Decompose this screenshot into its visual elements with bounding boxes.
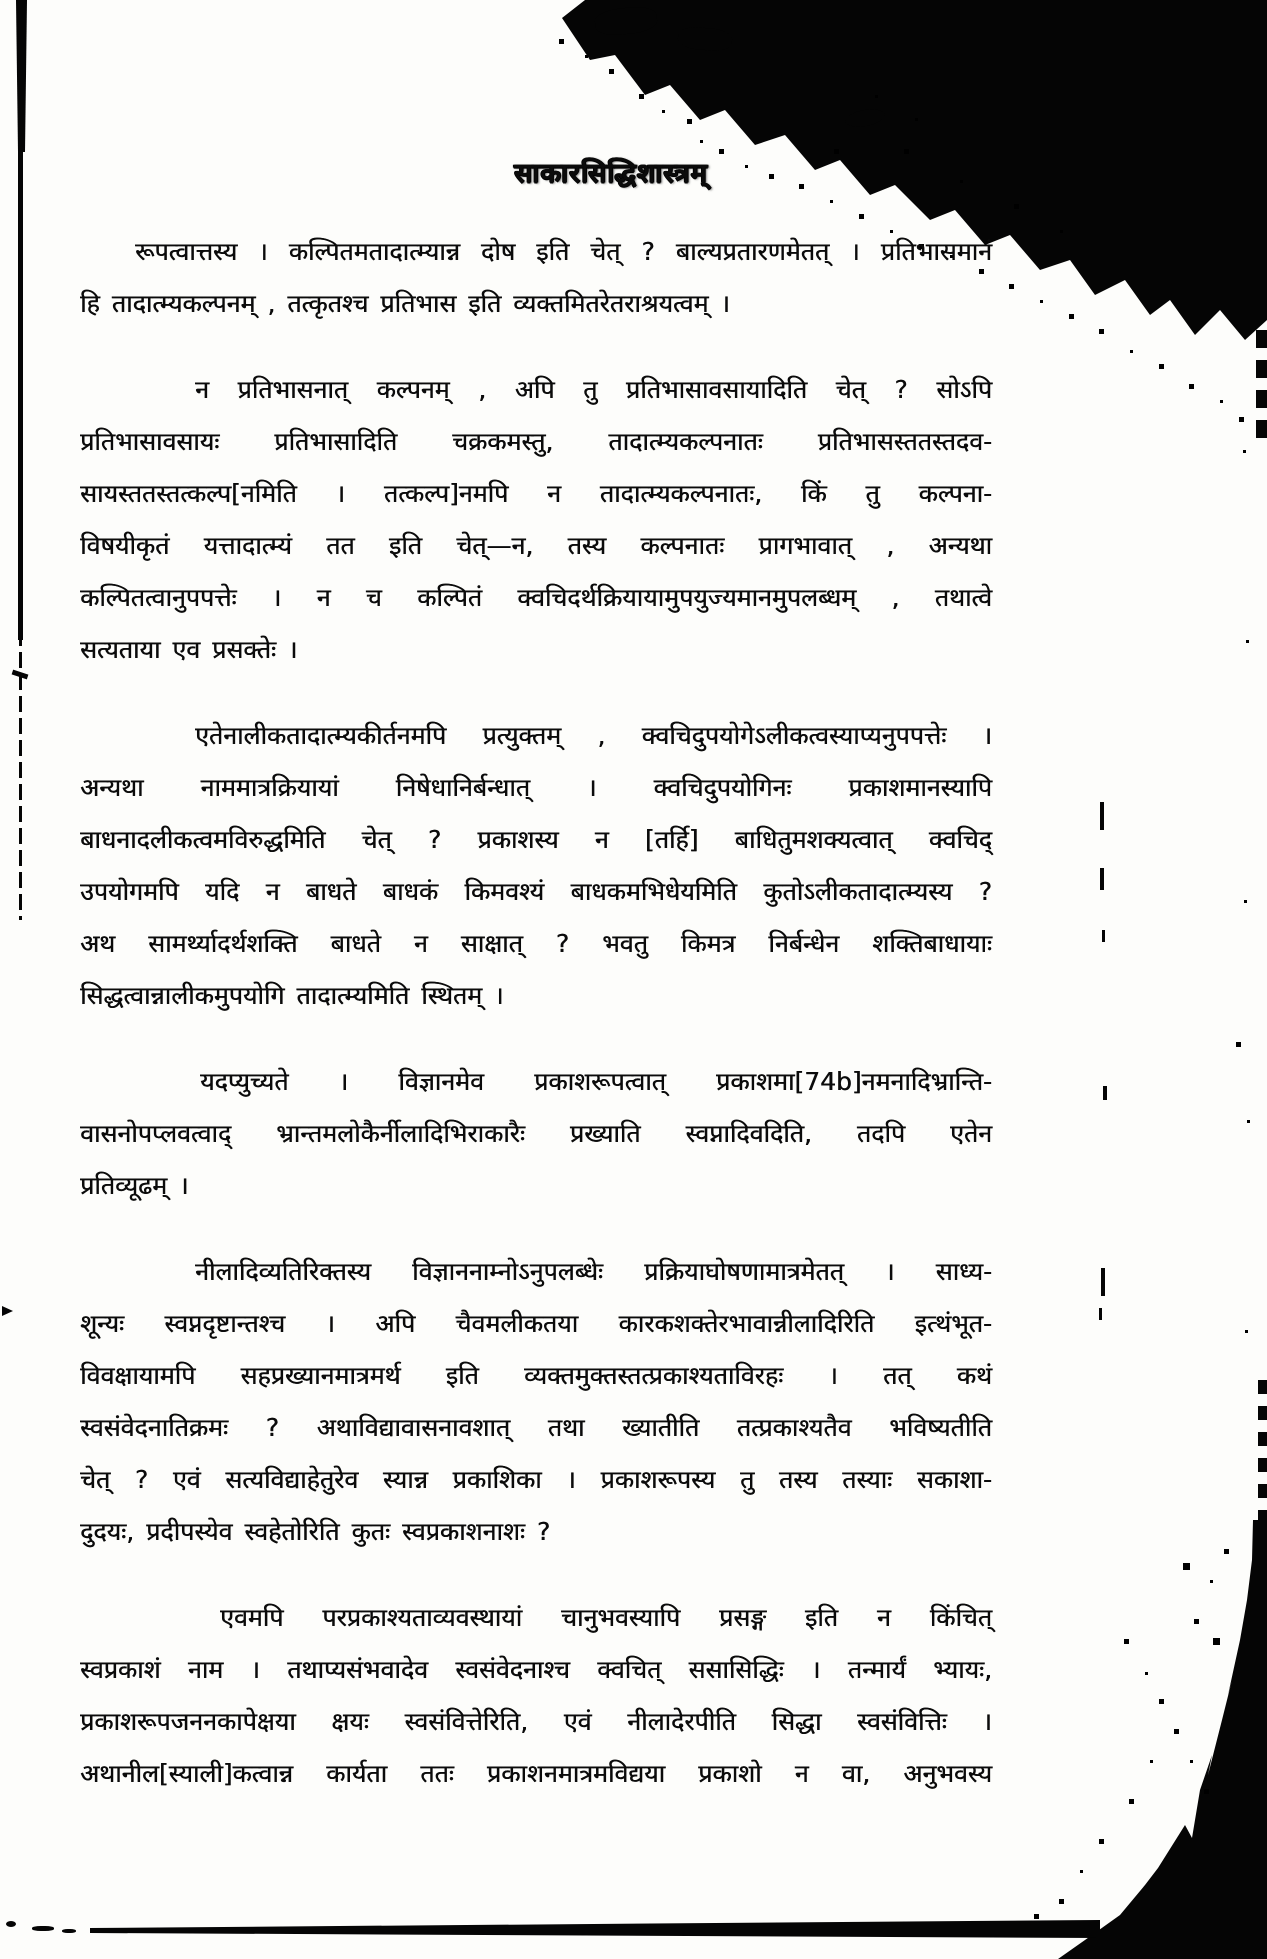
- word: भ्रान्तमलोकैर्नीलादिभिराकारैः: [276, 1119, 525, 1148]
- word: प्रागभावात्: [758, 531, 852, 560]
- word: प्रत्युक्तम्: [482, 721, 562, 750]
- word: सामर्थ्यादर्थशक्ति: [148, 929, 298, 958]
- word: कार्यता: [326, 1759, 388, 1788]
- word: ।: [566, 1465, 576, 1494]
- word: सत्यताया: [80, 635, 161, 664]
- word: बाधनादलीकत्वमविरुद्धमिति: [80, 825, 326, 854]
- word: तादात्म्यकल्पनम्: [111, 289, 256, 318]
- word: सिद्धा: [771, 1707, 822, 1736]
- text-line: [80, 1055, 992, 1107]
- word: क्वचिदर्थक्रियायामुपयुज्यमानमुपलब्धम्: [517, 583, 857, 612]
- scan-mark: [1100, 868, 1104, 890]
- text-line: [80, 813, 992, 865]
- word: प्रतिभास: [380, 289, 457, 318]
- word: ।: [587, 773, 597, 802]
- word: क्वचित्: [597, 1655, 662, 1684]
- word: तादात्म्यकल्पनातः: [608, 427, 763, 456]
- word: हि: [80, 289, 100, 318]
- word: बाधितुमशक्यत्वात्: [734, 825, 893, 854]
- word: ।: [885, 1257, 895, 1286]
- word: ।: [271, 583, 282, 612]
- word: ।: [335, 479, 346, 508]
- word: वा,: [841, 1759, 871, 1788]
- word: दुदयः,: [80, 1517, 135, 1546]
- word: शून्यः: [80, 1309, 124, 1338]
- word: प्रकाशस्य: [477, 825, 559, 854]
- word: किमवश्यं: [464, 877, 545, 906]
- text-line: [80, 1349, 992, 1401]
- word: प्रतिभासनात्: [237, 375, 348, 404]
- word: विवक्षायामपि: [80, 1361, 196, 1390]
- word: अथानील[स्याली]कत्वान्न: [80, 1759, 293, 1788]
- word: अपि: [514, 375, 555, 404]
- word: तत्: [883, 1361, 912, 1390]
- text-line: [80, 1453, 992, 1505]
- word: प्रकाशरूपस्य: [600, 1465, 716, 1494]
- word: कल्पना-: [918, 479, 992, 508]
- word: ।: [179, 1171, 189, 1200]
- word: इति: [445, 1361, 479, 1390]
- word: ,: [597, 720, 606, 750]
- word: तु: [583, 375, 598, 404]
- word: एतेन: [950, 1119, 992, 1148]
- word: ?: [555, 928, 570, 958]
- word: ?: [536, 1516, 551, 1546]
- word: प्रख्याति: [569, 1119, 641, 1148]
- word: प्रसङ्ग: [719, 1603, 766, 1632]
- word: न: [413, 929, 428, 958]
- word: न: [794, 1759, 809, 1788]
- word: तत्कल्प]नमपि: [383, 479, 509, 508]
- word: अन्यथा: [928, 531, 992, 560]
- word: तादात्म्यकल्पनातः,: [599, 479, 763, 508]
- word: क्वचिदुपयोगिनः: [653, 773, 792, 802]
- word: प्रकाशिका: [452, 1465, 542, 1494]
- scan-mark: [1101, 1268, 1105, 1296]
- word: प्रदीपस्येव: [146, 1517, 233, 1546]
- margin-arrow-mark: [2, 1306, 13, 1316]
- word: बाधते: [330, 929, 381, 958]
- word: शक्तिबाधायाः: [872, 929, 992, 958]
- text-line: [80, 1505, 992, 1557]
- word: स्वसंवित्तेरिति,: [404, 1707, 529, 1736]
- word: कुतोऽलीकतादात्म्यस्य: [763, 877, 953, 906]
- scan-mark: [1103, 1086, 1107, 1100]
- scan-bar-bottom: [90, 1920, 1100, 1938]
- word: ?: [134, 1464, 149, 1494]
- word: प्रतिभासावसायः: [80, 427, 220, 456]
- word: चेत्: [361, 825, 392, 854]
- word: स्वहेतोरिति: [244, 1517, 340, 1546]
- word: एवं: [172, 1465, 201, 1494]
- paragraph: [80, 363, 992, 675]
- word: ?: [427, 824, 442, 854]
- paragraph: [80, 1055, 992, 1211]
- word: प्रकाशो: [698, 1759, 762, 1788]
- scan-edge-line-left: [18, 140, 23, 640]
- word: निर्बन्धेन: [768, 929, 840, 958]
- word: ।: [250, 1655, 260, 1684]
- word: तन्मार्यं: [847, 1655, 906, 1684]
- word: ?: [641, 236, 655, 266]
- paragraph: [80, 709, 992, 1021]
- word: ?: [265, 1412, 279, 1442]
- word: ततः: [420, 1759, 454, 1788]
- word: ।: [982, 1707, 992, 1736]
- word: वासनोपप्लवत्वाद्: [80, 1119, 232, 1148]
- word: बाल्यप्रतारणमेतत्: [675, 237, 830, 266]
- word: सत्यविद्याहेतुरेव: [225, 1465, 359, 1494]
- word: प्रकाशनमात्रमविद्यया: [486, 1759, 665, 1788]
- word: इति: [536, 237, 570, 266]
- word: बाधकं: [382, 877, 439, 906]
- word: कल्पनातः: [640, 531, 725, 560]
- scan-edge-right: [1256, 330, 1267, 440]
- word: तु: [865, 479, 880, 508]
- text-line: [80, 571, 992, 623]
- word: तथा: [547, 1413, 585, 1442]
- word: यत्तादात्म्यं: [203, 531, 292, 560]
- word: ।: [810, 1655, 821, 1684]
- word: अथाविद्यावासनावशात्: [316, 1413, 511, 1442]
- word: च: [365, 583, 382, 612]
- page-body: [80, 225, 992, 1799]
- word: चेत्: [590, 237, 621, 266]
- word: साक्षात्: [460, 929, 523, 958]
- text-line: [80, 225, 992, 277]
- word: ।: [720, 289, 730, 318]
- text-line: [80, 277, 992, 329]
- word: व्यक्तमितरेतराश्रयत्वम्: [513, 289, 709, 318]
- word: ,: [891, 582, 900, 612]
- word: साध्य-: [935, 1257, 992, 1286]
- word: न: [316, 583, 331, 612]
- word: एव: [172, 635, 201, 664]
- word: ।: [325, 1309, 335, 1338]
- text-line: [80, 1747, 992, 1799]
- word: कथं: [956, 1361, 992, 1390]
- word: न: [195, 375, 209, 404]
- word: स्वसंवेदनातिक्रमः: [80, 1413, 228, 1442]
- scan-edge-line-left: [16, 0, 27, 152]
- text-line: [80, 519, 992, 571]
- text-line: [80, 1159, 992, 1211]
- word: प्रकाशमा[74b]नमनादिभ्रान्ति-: [716, 1067, 992, 1096]
- word: स्वप्नदृष्टान्तश्च: [164, 1309, 285, 1338]
- word: परप्रकाश्यताव्यवस्थायां: [322, 1603, 523, 1632]
- word: बाधते: [305, 877, 357, 906]
- word: प्रकाशरूपत्वात्: [534, 1067, 666, 1096]
- word: क्षयः: [331, 1707, 369, 1736]
- text-line: [80, 363, 992, 415]
- word: किमत्र: [680, 929, 736, 958]
- word: स्वप्रकाशनाशः: [401, 1517, 525, 1546]
- word: इति: [468, 289, 502, 318]
- word: चैवमलीकतया: [455, 1309, 579, 1338]
- word: प्रतिभासावसायादिति: [625, 375, 808, 404]
- word: क्वचिद्: [928, 825, 992, 854]
- word: ।: [982, 721, 992, 750]
- text-line: [80, 1591, 992, 1643]
- scan-mark: [1099, 1308, 1102, 1320]
- word: अथ: [80, 929, 116, 958]
- word: सकाशा-: [916, 1465, 992, 1494]
- word: कारकशक्तेरभावान्नीलादिरिति: [618, 1309, 875, 1338]
- word: नीलादिव्यतिरिक्तस्य: [195, 1257, 371, 1286]
- word: नाम: [187, 1655, 224, 1684]
- text-line: [80, 623, 992, 675]
- word: तस्य: [778, 1465, 818, 1494]
- word: यदप्युच्यते: [200, 1067, 289, 1096]
- word: तस्य: [567, 531, 607, 560]
- word: ख्यातीति: [622, 1413, 700, 1442]
- word: ।: [287, 635, 298, 664]
- text-line: [80, 761, 992, 813]
- paragraph: [80, 225, 992, 329]
- text-line: [80, 1245, 992, 1297]
- word: एतेनालीकतादात्म्यकीर्तनमपि: [195, 721, 447, 750]
- text-line: [80, 1695, 992, 1747]
- word: व्यक्तमुक्तस्तत्प्रकाश्यताविरहः: [523, 1361, 784, 1390]
- word: विज्ञानमेव: [398, 1067, 484, 1096]
- word: क्वचिदुपयोगेऽलीकत्वस्याप्यनुपपत्तेः: [641, 721, 947, 750]
- word: भवतु: [602, 929, 648, 958]
- word: प्रकाशरूपजननकापेक्षया: [80, 1707, 296, 1736]
- word: न: [594, 825, 609, 854]
- ink-speckles: [0, 0, 3, 3]
- word: प्रतिभासमानं: [880, 237, 992, 266]
- word: स्यान्न: [382, 1465, 428, 1494]
- text-line: [80, 1401, 992, 1453]
- word: एवमपि: [220, 1603, 284, 1632]
- word: कल्पितमतादात्म्यान्न: [288, 237, 460, 266]
- page-title: साकारसिद्धिशास्त्रम्: [514, 158, 708, 189]
- word: अन्यथा: [80, 773, 144, 802]
- word: प्रकाशमानस्यापि: [848, 773, 992, 802]
- word: एवं: [563, 1707, 592, 1736]
- text-line: [80, 709, 992, 761]
- word: प्रसक्तेः: [212, 635, 276, 664]
- word: इति: [388, 531, 422, 560]
- text-line: [80, 865, 992, 917]
- word: प्रतिभासस्ततस्तदव-: [817, 427, 992, 456]
- word: नीलादेरपीति: [627, 1707, 736, 1736]
- text-column: [80, 148, 992, 1799]
- word: विज्ञाननाम्नोऽनुपलब्धेः: [412, 1257, 603, 1286]
- text-line: [80, 1107, 992, 1159]
- word: ,: [478, 374, 487, 404]
- word: चक्रकमस्तु,: [452, 427, 554, 456]
- word: किं: [800, 479, 827, 508]
- word: चानुभवस्यापि: [561, 1603, 681, 1632]
- word: ।: [258, 237, 268, 266]
- word: [तर्हि]: [644, 825, 699, 854]
- word: विषयीकृतं: [80, 531, 170, 560]
- word: चेत्: [835, 375, 866, 404]
- word: प्रतिव्यूढम्: [80, 1171, 168, 1200]
- word: भविष्यतीति: [889, 1413, 992, 1442]
- word: दोष: [480, 237, 516, 266]
- word: अनुभवस्य: [903, 1759, 992, 1788]
- word: तस्याः: [842, 1465, 893, 1494]
- word: न: [547, 479, 561, 508]
- word: इत्थंभूत-: [914, 1309, 992, 1338]
- paragraph: [80, 1591, 992, 1799]
- text-line: [80, 969, 992, 1021]
- word: निषेधानिर्बन्धात्: [395, 773, 530, 802]
- word: ।: [828, 1361, 838, 1390]
- paragraph: [80, 1245, 992, 1557]
- word: यदि: [204, 877, 240, 906]
- word: तत्कृतश्च: [287, 289, 369, 318]
- word: तु: [739, 1465, 755, 1494]
- word: तथात्वे: [934, 583, 992, 612]
- word: तादात्म्यमिति: [296, 981, 410, 1010]
- word: ,: [267, 288, 276, 318]
- scan-mark: [32, 1926, 54, 1931]
- text-line: [80, 1643, 992, 1695]
- word: ?: [894, 374, 908, 404]
- word: सिद्धत्वान्नालीकमुपयोगि: [80, 981, 285, 1010]
- word: स्वप्रकाशं: [80, 1655, 161, 1684]
- word: ।: [494, 981, 504, 1010]
- word: ,: [886, 530, 895, 560]
- text-line: [80, 917, 992, 969]
- word: ?: [978, 876, 992, 906]
- word: स्वप्नादिवदिति,: [685, 1119, 812, 1148]
- scan-mark: [62, 1929, 76, 1933]
- text-line: [80, 415, 992, 467]
- word: स्वसंवेदनाश्च: [455, 1655, 570, 1684]
- word: तदपि: [856, 1119, 906, 1148]
- word: सोऽपि: [936, 375, 992, 404]
- word: कल्पितं: [417, 583, 482, 612]
- word: प्रक्रियाघोषणामात्रमेतत्: [644, 1257, 844, 1286]
- text-line: [80, 1297, 992, 1349]
- word: स्थितम्: [421, 981, 483, 1010]
- word: ससासिद्धिः: [688, 1655, 784, 1684]
- word: प्रतिभासादिति: [274, 427, 398, 456]
- word: ।: [338, 1067, 349, 1096]
- word: ।: [850, 237, 860, 266]
- word: सायस्ततस्तत्कल्प[नमिति: [80, 479, 297, 508]
- word: कुतः: [351, 1517, 390, 1546]
- word: चेत्: [80, 1465, 111, 1494]
- ink-blob-bottom-right: [1040, 1520, 1267, 1959]
- scan-mark: [1102, 930, 1105, 942]
- word: भ्यायः,: [933, 1655, 992, 1684]
- word: उपयोगमपि: [80, 877, 179, 906]
- scan-mark: [1100, 802, 1104, 830]
- word: तत्प्रकाश्यतैव: [736, 1413, 852, 1442]
- word: कल्पनम्: [376, 375, 450, 404]
- word: नाममात्रक्रियायां: [200, 773, 339, 802]
- word: तथाप्यसंभवादेव: [287, 1655, 428, 1684]
- word: सहप्रख्यानमात्रमर्थ: [240, 1361, 401, 1390]
- word: न: [265, 877, 280, 906]
- word: बाधकमभिधेयमिति: [570, 877, 737, 906]
- word: तत: [326, 531, 355, 560]
- scan-mark: [6, 1921, 16, 1927]
- word: स्वसंवित्तिः: [857, 1707, 947, 1736]
- word: अपि: [375, 1309, 416, 1338]
- word: कल्पितत्वानुपपत्तेः: [80, 583, 237, 612]
- word: रूपत्वात्तस्य: [135, 237, 238, 266]
- text-line: [80, 467, 992, 519]
- word: किंचित्: [929, 1603, 992, 1632]
- word: चेत्—न,: [456, 531, 534, 560]
- word: न: [876, 1603, 891, 1632]
- word: इति: [804, 1603, 838, 1632]
